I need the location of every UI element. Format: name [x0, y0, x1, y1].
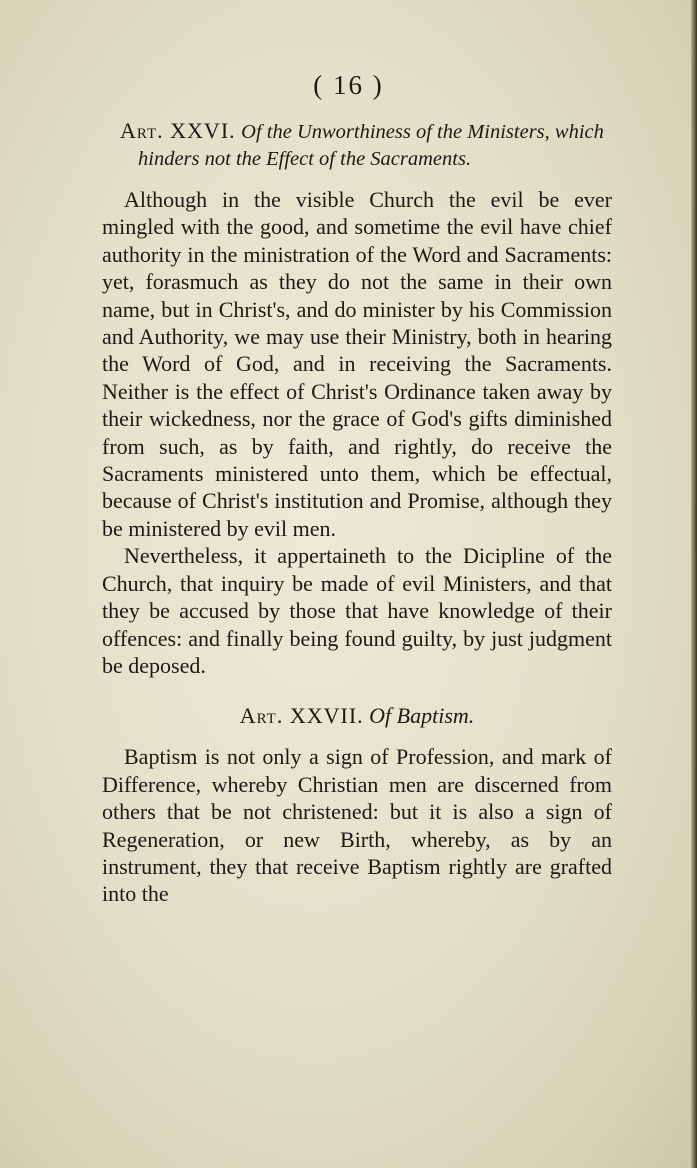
article-xxvii-title: Of Baptism.	[369, 703, 475, 729]
article-xxvi-label: Art. XXVI.	[120, 118, 236, 143]
article-xxvi-heading	[102, 118, 612, 172]
article-xxvi-title: Of the Unworthiness of the Ministers, which hinders not the Effect of the Sacraments.	[138, 121, 604, 170]
page-number: ( 16 )	[313, 70, 384, 100]
article-xxvi-paragraph-2: Nevertheless, it appertaineth to the Dicipline of the Church, that inquiry be made of evil Ministers, and that they be accused by those that have knowledge of their offences: and finally being found guilty, by just judgment be deposed.	[102, 543, 612, 678]
page-text-block	[102, 118, 612, 908]
page-edge-shadow	[691, 0, 697, 1168]
article-xxvii-paragraph-1: Baptism is not only a sign of Profession, and mark of Difference, whereby Christian men are discerned from others that be not christened: but it is also a sign of Regeneration, or new Birth, whereby, as by an instrument, they that receive Baptism rightly are grafted into the	[102, 744, 612, 907]
article-xxvii-label: Art. XXVII.	[239, 703, 364, 729]
article-xxvii-heading	[102, 701, 612, 731]
article-xxvi-paragraph-1: Although in the visible Church the evil be ever mingled with the good, and sometime the evil have chief authority in the ministration of the Word and Sacraments: yet, forasmuch as they do not the same in their own name, but in Christ's, and do minister by his Commission and Authority, we may use their Ministry, both in hearing the Word of God, and in receiving the Sacraments. Neither is the effect of Christ's Ordinance taken away by their wickedness, nor the grace of God's gifts diminished from such, as by faith, and rightly, do receive the Sacraments ministered unto them, which be effectual, because of Christ's institution and Promise, although they be ministered by evil men.	[102, 187, 612, 541]
